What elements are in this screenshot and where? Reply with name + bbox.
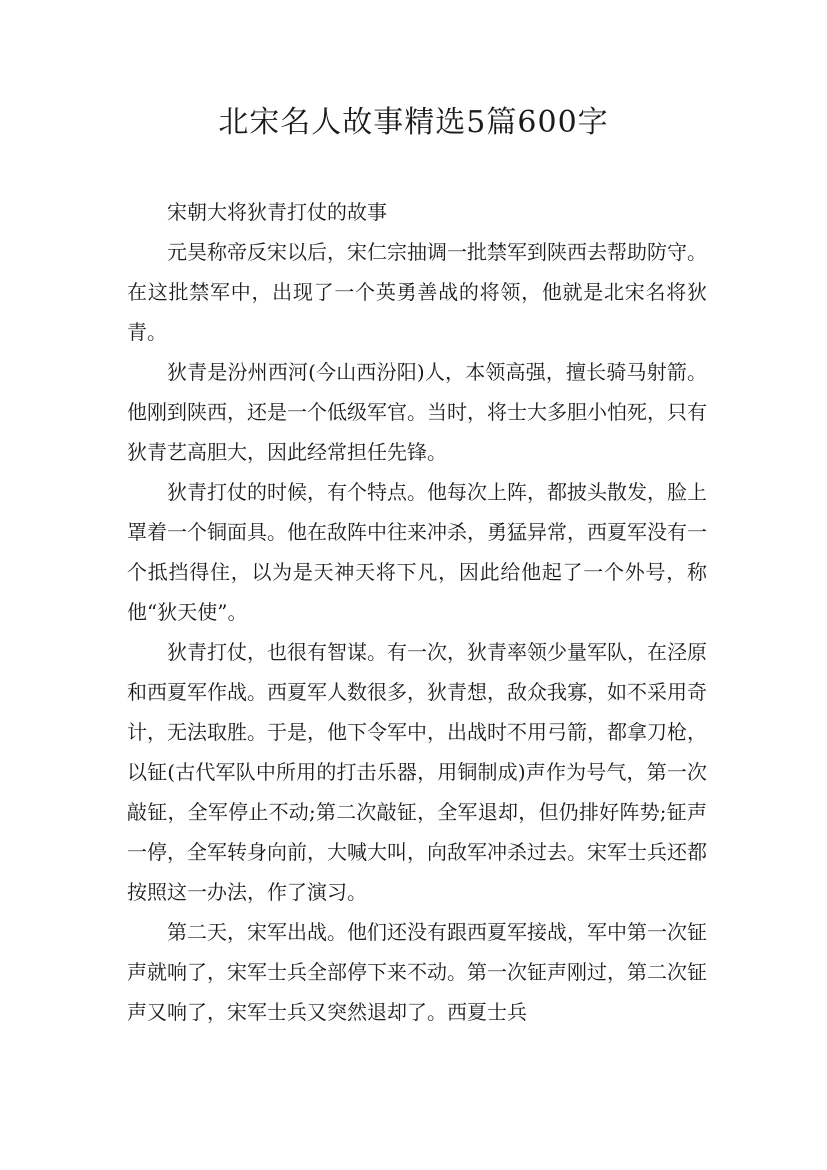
document-body bbox=[127, 192, 707, 1032]
section-heading: 宋朝大将狄青打仗的故事 bbox=[167, 200, 387, 224]
paragraph-3: 狄青打仗的时候，有个特点。他每次上阵，都披头散发，脸上罩着一个铜面具。他在敌阵中往来冲杀，勇猛异常，西夏军没有一个抵挡得住，以为是天神天将下凡，因此给他起了一个外号，称他“狄天使”。 bbox=[127, 480, 707, 624]
paragraph-2: 狄青是汾州西河(今山西汾阳)人，本领高强，擅长骑马射箭。他刚到陕西，还是一个低级军官。当时，将士大多胆小怕死，只有狄青艺高胆大，因此经常担任先锋。 bbox=[127, 360, 707, 464]
paragraph-5: 第二天，宋军出战。他们还没有跟西夏军接战，军中第一次钲声就响了，宋军士兵全部停下来不动。第一次钲声刚过，第二次钲声又响了，宋军士兵又突然退却了。西夏士兵 bbox=[127, 920, 707, 1024]
paragraph-1: 元昊称帝反宋以后，宋仁宗抽调一批禁军到陕西去帮助防守。在这批禁军中，出现了一个英勇善战的将领，他就是北宋名将狄青。 bbox=[127, 240, 707, 344]
document-title: 北宋名人故事精选5篇600字 bbox=[218, 105, 609, 140]
paragraph-4: 狄青打仗，也很有智谋。有一次，狄青率领少量军队，在泾原和西夏军作战。西夏军人数很多，狄青想，敌众我寡，如不采用奇计，无法取胜。于是，他下令军中，出战时不用弓箭，都拿刀枪，以钲(古代军队中所用的打击乐器，用铜制成)声作为号气，第一次敲钲，全军停止不动;第二次敲钲，全军退却，但仍排好阵势;钲声一停，全军转身向前，大喊大叫，向敌军冲杀过去。宋军士兵还都按照这一办法，作了演习。 bbox=[127, 640, 707, 904]
